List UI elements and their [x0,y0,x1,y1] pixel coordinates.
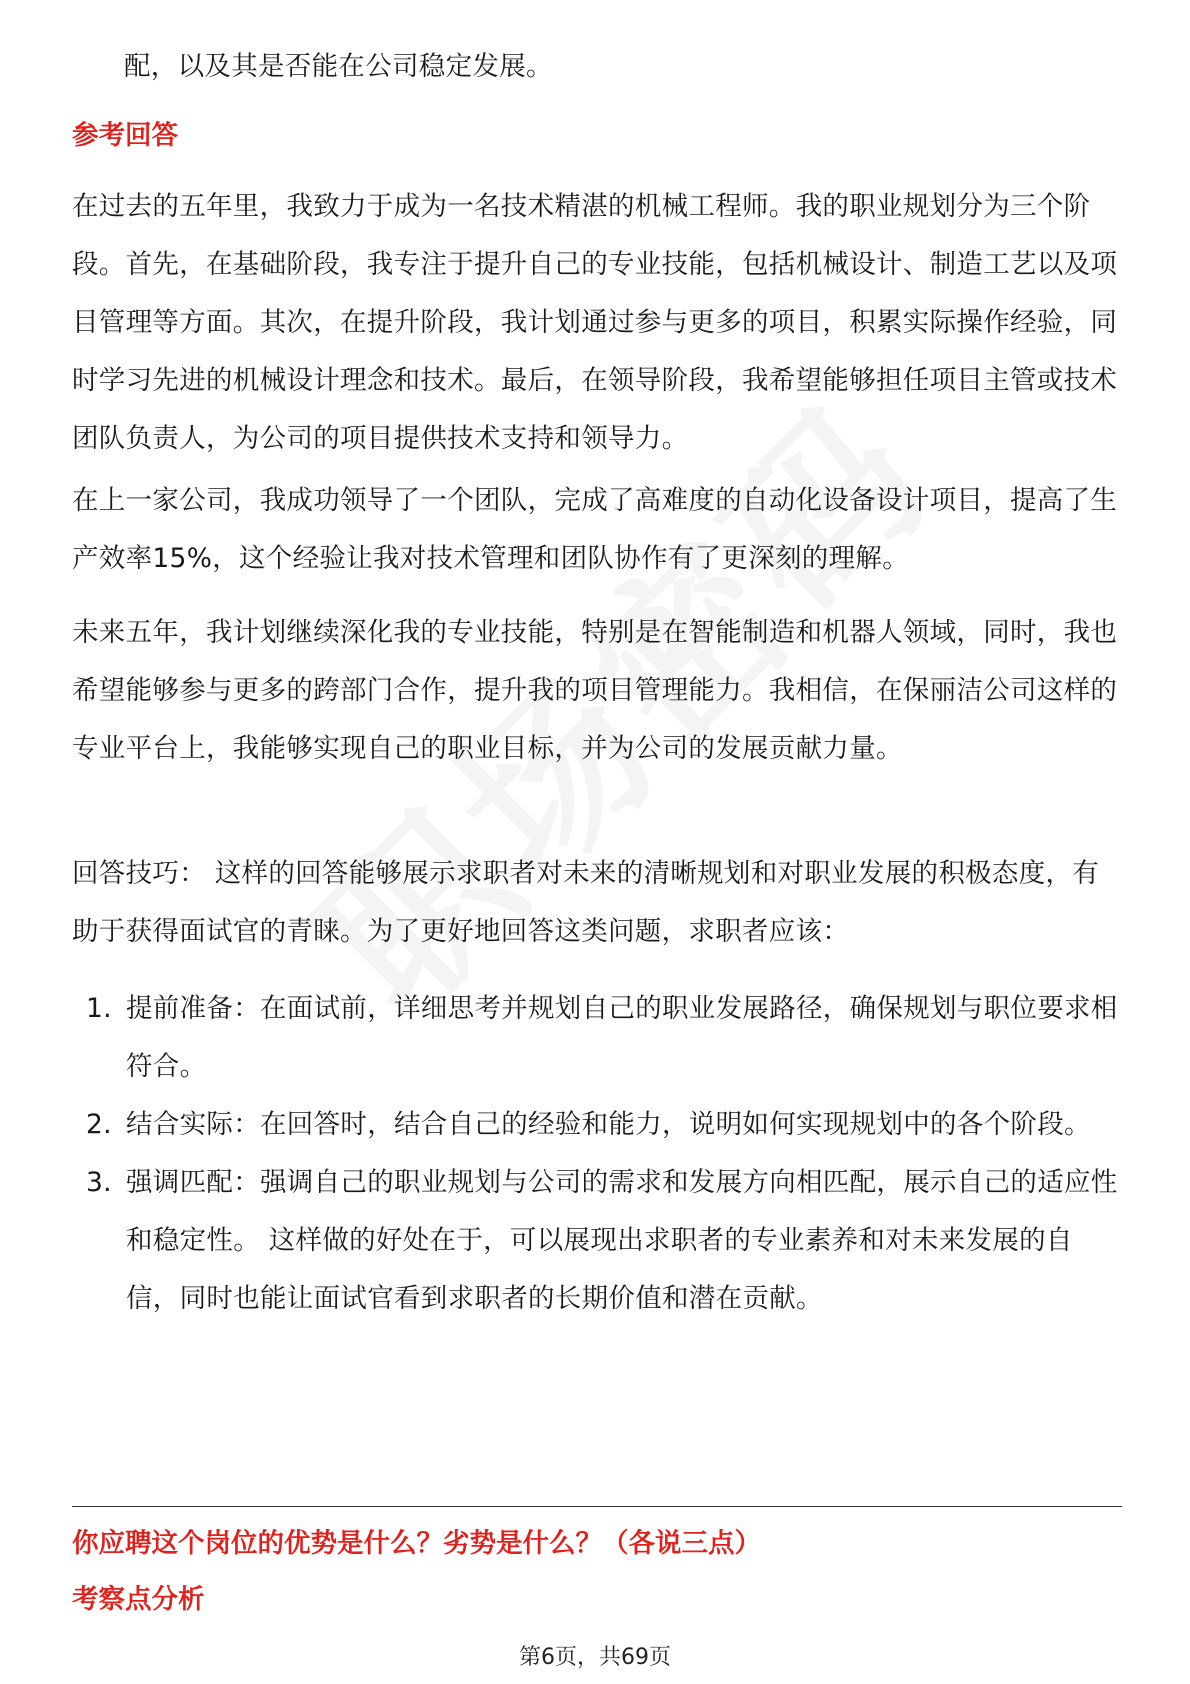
analysis-heading: 考察点分析 [72,1584,205,1615]
list-item-number: 1. [86,993,112,1024]
list-item-text: 强调匹配：强调自己的职业规划与公司的需求和发展方向相匹配，展示自己的适应性和稳定性。 这样做的好处在于，可以展现出求职者的专业素养和对未来发展的自信，同时也能让面试官看到求职者的长期价值和潜在贡献。 [126,1167,1118,1314]
next-question-heading: 你应聘这个岗位的优势是什么？劣势是什么？（各说三点） [72,1528,761,1559]
answer-heading: 参考回答 [72,120,178,151]
list-item [72,1096,1122,1154]
list-item-number: 3. [86,1167,112,1198]
list-item [72,1154,1122,1328]
list-item-number: 2. [86,1109,112,1140]
list-item [72,980,1122,1096]
answer-paragraph-1: 在过去的五年里，我致力于成为一名技术精湛的机械工程师。我的职业规划分为三个阶段。首先，在基础阶段，我专注于提升自己的专业技能，包括机械设计、制造工艺以及项目管理等方面。其次，在提升阶段，我计划通过参与更多的项目，积累实际操作经验，同时学习先进的机械设计理念和技术。最后，在领导阶段，我希望能够担任项目主管或技术团队负责人，为公司的项目提供技术支持和领导力。 [72,191,1118,454]
tips-paragraph: 回答技巧： 这样的回答能够展示求职者对未来的清晰规划和对职业发展的积极态度，有助于获得面试官的青睐。为了更好地回答这类问题，求职者应该： [72,858,1100,947]
page-footer: 第6页，共69页 [519,1645,671,1670]
section-divider [72,1506,1122,1507]
list-item-text: 提前准备：在面试前，详细思考并规划自己的职业发展路径，确保规划与职位要求相符合。 [126,993,1118,1082]
tips-list [72,980,1122,1328]
intro-tail-text: 配，以及其是否能在公司稳定发展。 [124,51,553,82]
answer-paragraph-3: 未来五年，我计划继续深化我的专业技能，特别是在智能制造和机器人领域，同时，我也希望能够参与更多的跨部门合作，提升我的项目管理能力。我相信，在保丽洁公司这样的专业平台上，我能够实现自己的职业目标，并为公司的发展贡献力量。 [72,617,1118,764]
answer-paragraph-2: 在上一家公司，我成功领导了一个团队，完成了高难度的自动化设备设计项目，提高了生产效率15%，这个经验让我对技术管理和团队协作有了更深刻的理解。 [72,485,1118,574]
list-item-text: 结合实际：在回答时，结合自己的经验和能力，说明如何实现规划中的各个阶段。 [126,1109,1091,1140]
